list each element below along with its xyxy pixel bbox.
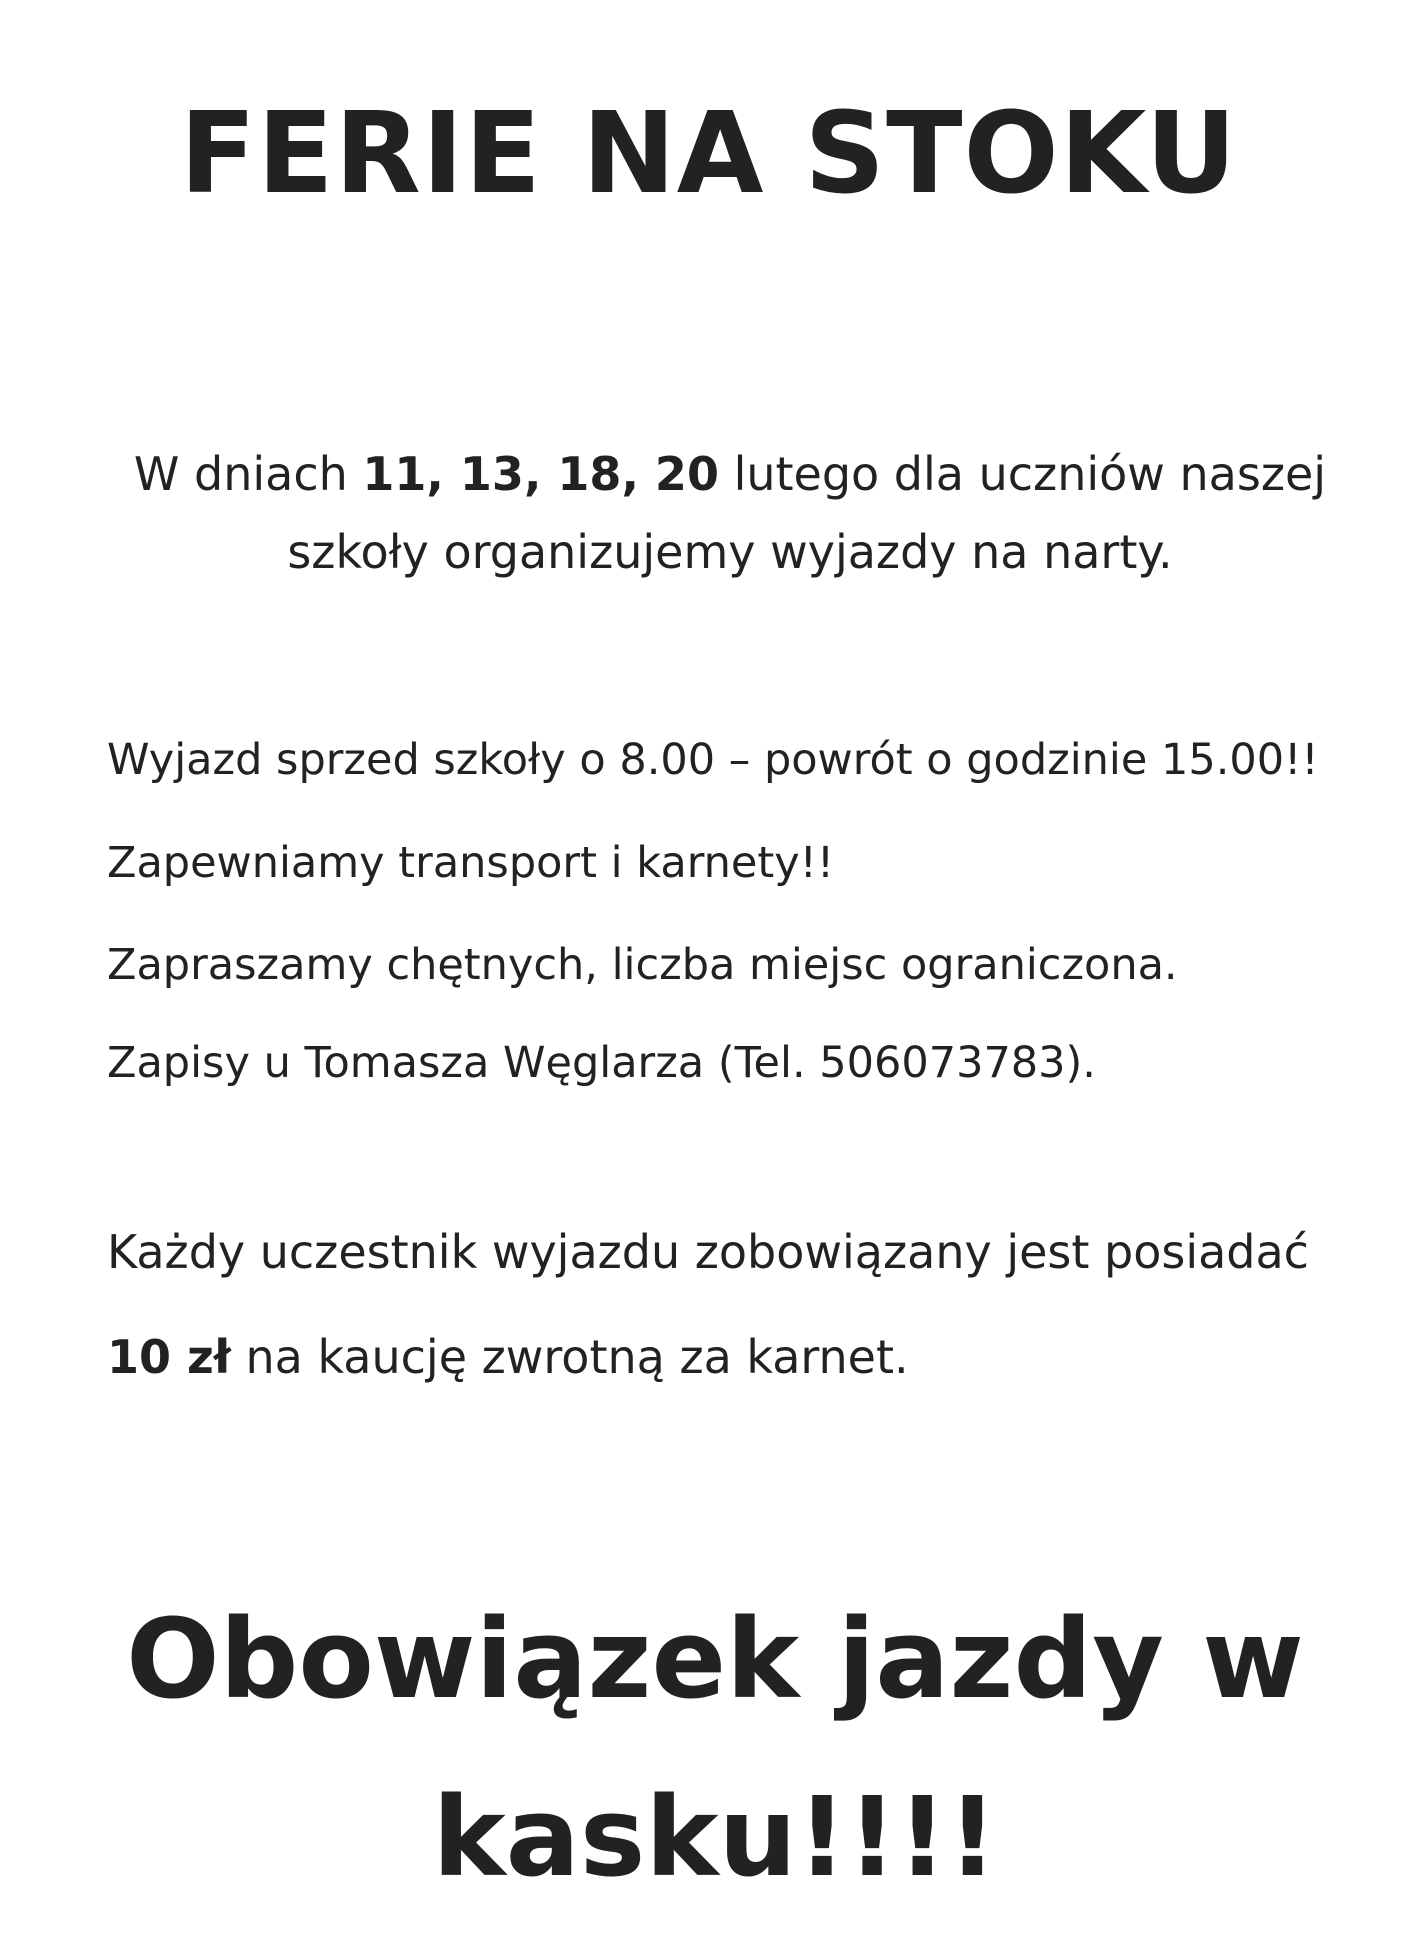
intro-text-start: W dniach <box>133 447 363 501</box>
departure-info: Wyjazd sprzed szkoły o 8.00 – powrót o godzinie 15.00!! <box>107 735 1319 785</box>
intro-text-end: lutego dla uczniów naszej szkoły organizujemy wyjazdy na narty. <box>287 447 1327 579</box>
deposit-requirement: Każdy uczestnik wyjazdu zobowiązany jest posiadać <box>107 1225 1309 1279</box>
deposit-amount: 10 zł <box>107 1330 231 1384</box>
signup-info: Zapisy u Tomasza Węglarza (Tel. 506073783). <box>107 1038 1096 1088</box>
intro-paragraph <box>130 435 1330 591</box>
provided-info: Zapewniamy transport i karnety!! <box>107 838 835 888</box>
trip-dates: 11, 13, 18, 20 <box>362 447 719 501</box>
flyer-title: FERIE NA STOKU <box>179 89 1238 219</box>
deposit-purpose: na kaucję zwrotną za karnet. <box>230 1330 909 1384</box>
helmet-warning: Obowiązek jazdy w kasku!!!! <box>126 1595 1304 1901</box>
deposit-amount-line <box>107 1330 1357 1385</box>
invitation-info: Zapraszamy chętnych, liczba miejsc ograniczona. <box>107 940 1178 990</box>
